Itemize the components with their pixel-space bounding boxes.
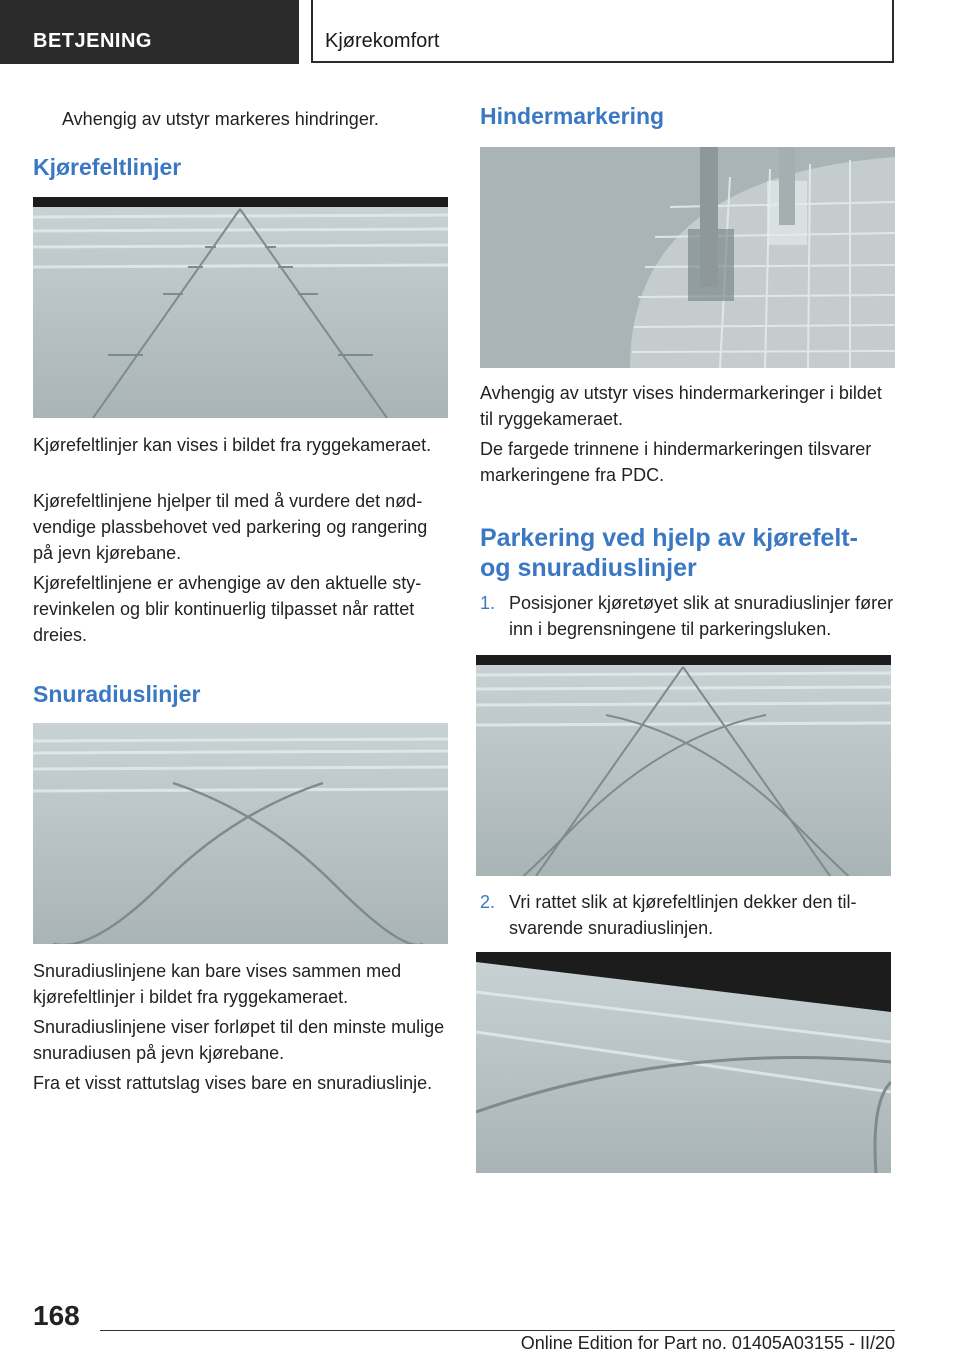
heading-lane-lines: Kjørefeltlinjer (33, 154, 182, 180)
turning-radius-image (33, 723, 448, 944)
lane-lines-paragraph-3: Kjørefeltlinjene er avhengige av den aktuelle styrevinkelen og blir kontinuerlig tilpasset når rattet dreies. (33, 573, 422, 645)
heading-parking-assist: Parkering ved hjelp av kjørefelt- og snuradiuslinjer (480, 524, 858, 582)
section-tab (0, 0, 299, 64)
obstacle-paragraph-1: Avhengig av utstyr vises hindermarkeringer i bildet til ryggekameraet. (480, 383, 882, 429)
obstacle-paragraph-2: De fargede trinnene i hindermarkeringen tilsvarer markeringene fra PDC. (480, 439, 872, 485)
lane-lines-paragraph-1: Kjørefeltlinjer kan vises i bildet fra ryggekameraet. (33, 435, 432, 455)
step-1-image (476, 655, 891, 876)
turning-radius-paragraph-3: Fra et visst rattutslag vises bare en snuradiuslinje. (33, 1073, 433, 1093)
page-number: 168 (33, 1300, 80, 1331)
lane-lines-paragraph-2: Kjørefeltlinjene hjelper til med å vurdere det nødvendige plassbehovet ved parkering og rangering på jevn kjørebane. (33, 491, 428, 563)
footer-edition: Online Edition for Part no. 01405A03155 - II/20 (520, 1333, 895, 1353)
heading-turning-radius: Snuradiuslinjer (33, 681, 201, 707)
intro-text: Avhengig av utstyr markeres hindringer. (62, 109, 379, 129)
footer-divider (100, 1330, 895, 1331)
section-title: BETJENING (33, 30, 152, 52)
turning-radius-paragraph-2: Snuradiuslinjene viser forløpet til den minste mulige snuradiusen på jevn kjørebane. (33, 1017, 445, 1063)
step-1-text: Posisjoner kjøretøyet slik at snuradiuslinjer fører inn i begrensningene til parkeringsluken. (509, 593, 894, 639)
step-2-text: Vri rattet slik at kjørefeltlinjen dekker den tilsvarende snuradiuslinjen. (509, 892, 857, 938)
obstacle-marking-image (480, 147, 895, 368)
step-2-image (476, 952, 891, 1173)
step-2-number: 2. (480, 892, 496, 912)
turning-radius-paragraph-1: Snuradiuslinjene kan bare vises sammen med kjørefeltlinjer i bildet fra ryggekameraet. (33, 961, 402, 1007)
step-1-number: 1. (480, 593, 496, 613)
chapter-title: Kjørekomfort (325, 30, 440, 52)
chapter-tab (311, 0, 894, 63)
lane-lines-image (33, 197, 448, 418)
heading-obstacle-marking: Hindermarkering (480, 103, 665, 129)
